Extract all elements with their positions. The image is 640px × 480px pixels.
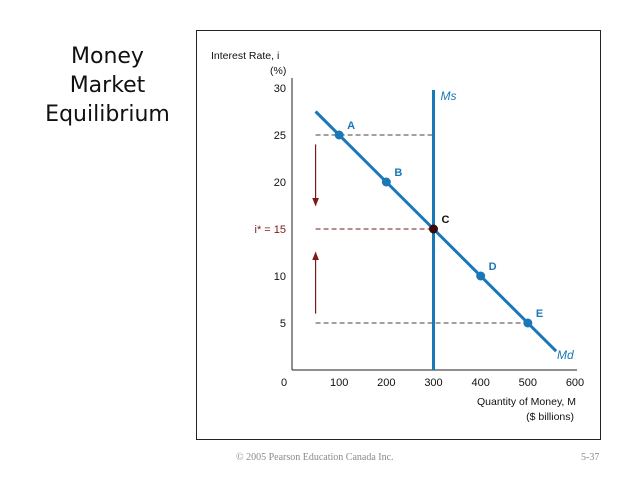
x-tick-label: 200 [377, 377, 396, 389]
data-point-b [382, 178, 391, 187]
x-axis-label: Quantity of Money, M [476, 396, 576, 408]
money-demand-label: Md [557, 348, 574, 362]
data-point-d [476, 272, 485, 281]
y-tick-label: 30 [273, 83, 286, 95]
y-axis-unit: (%) [270, 65, 287, 77]
point-label-e: E [535, 308, 544, 320]
slide-title-line2: Equilibrium [45, 102, 170, 127]
y-tick-label-equilibrium: i* = 15 [254, 224, 286, 236]
y-tick-label: 10 [273, 271, 286, 283]
data-point-a [335, 131, 344, 140]
y-tick-label: 20 [273, 177, 286, 189]
money-supply-label: Ms [440, 89, 457, 103]
data-point-c [429, 225, 438, 234]
y-tick-label: 5 [279, 318, 286, 330]
slide-number: 5-37 [581, 452, 600, 463]
x-tick-label: 500 [518, 377, 538, 389]
y-axis-label: Interest Rate, i [211, 50, 280, 62]
point-label-a: A [347, 120, 356, 132]
x-tick-label: 600 [565, 377, 585, 389]
x-tick-label: 400 [471, 377, 490, 389]
point-label-d: D [488, 261, 497, 273]
data-point-e [523, 319, 532, 328]
x-tick-label: 300 [424, 377, 443, 389]
x-tick-label: 0 [280, 377, 288, 389]
slide-title-line1: Money Market [69, 44, 146, 98]
x-tick-label: 100 [329, 377, 349, 389]
x-axis-unit: ($ billions) [526, 411, 574, 423]
copyright-text: © 2005 Pearson Education Canada Inc. [236, 452, 394, 463]
point-label-b: B [394, 167, 403, 179]
y-tick-label: 25 [273, 130, 286, 142]
point-label-c: C [441, 214, 450, 226]
